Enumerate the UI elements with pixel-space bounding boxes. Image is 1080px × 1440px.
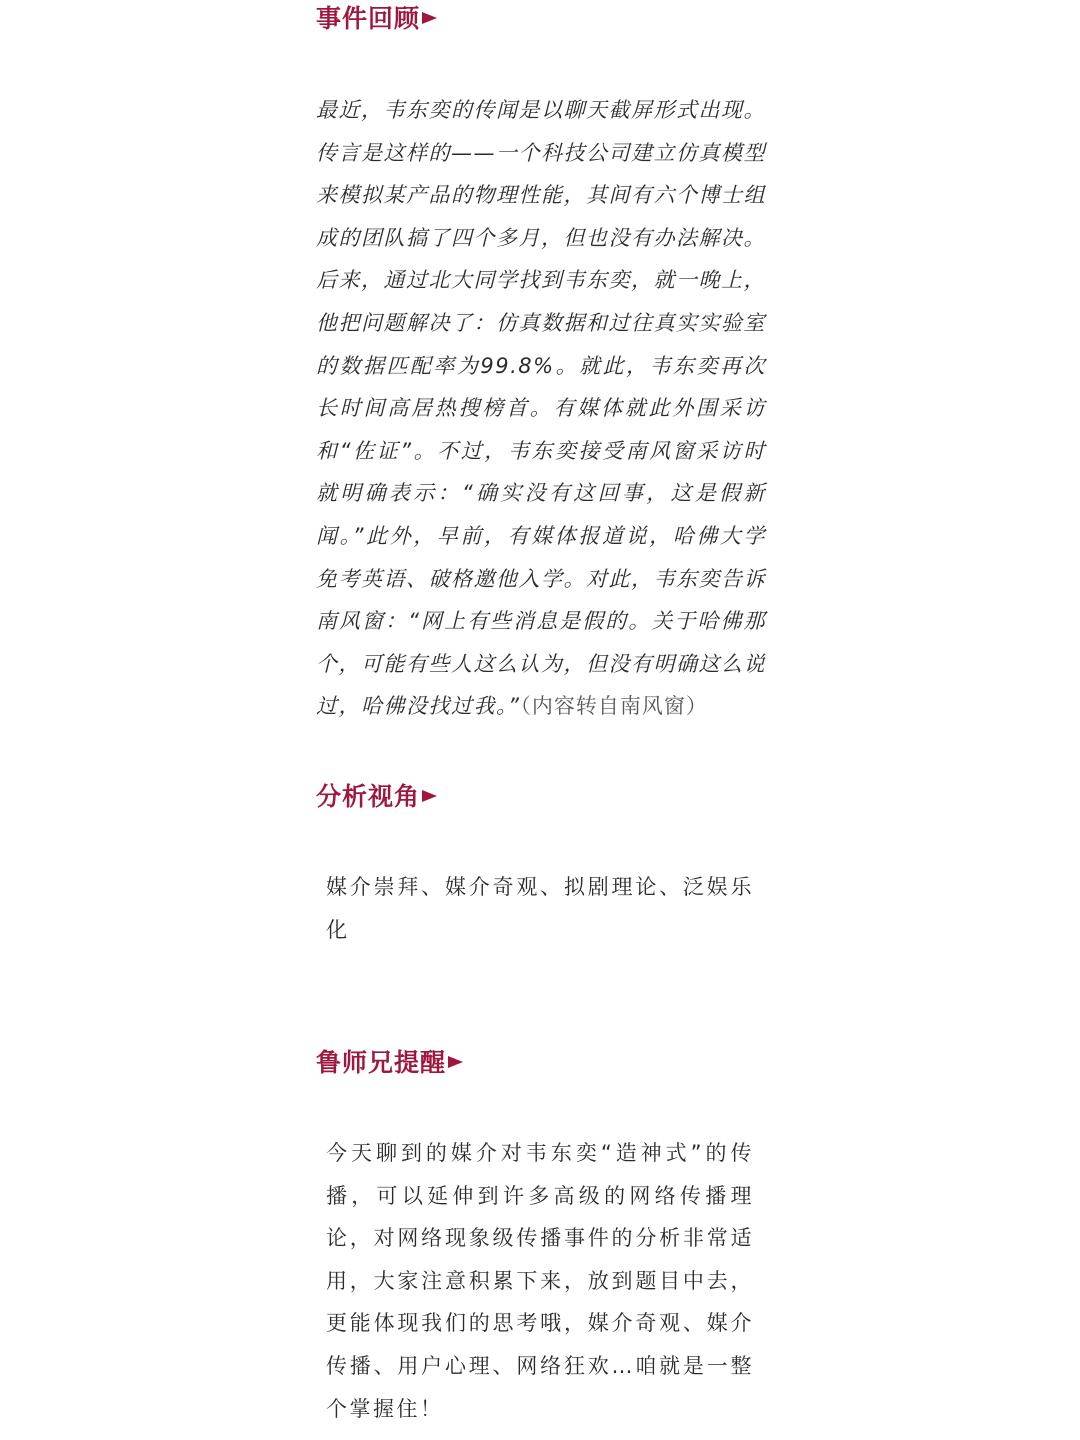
section-title-text: 鲁师兄提醒 [316, 1048, 447, 1077]
section-title-analysis [316, 780, 437, 814]
event-review-body [316, 89, 766, 728]
reminder-body: 今天聊到的媒介对韦东奕“造神式”的传播，可以延伸到许多高级的网络传播理论，对网络现象级传播事件的分析非常适用，大家注意积累下来，放到题目中去，更能体现我们的思考哦，媒介奇观、媒介传播、用户心理、网络狂欢…咱就是一整个掌握住！ [326, 1141, 754, 1421]
section-title-text: 分析视角 [316, 782, 421, 811]
event-review-text: 最近，韦东奕的传闻是以聊天截屏形式出现。传言是这样的——一个科技公司建立仿真模型来模拟某产品的物理性能，其间有六个博士组成的团队搞了四个多月，但也没有办法解决。后来，通过北大同学找到韦东奕，就一晚上，他把问题解决了：仿真数据和过往真实实验室的数据匹配率为99.8%。就此，韦东奕再次长时间高居热搜榜首。有媒体就此外围采访和“佐证”。不过，韦东奕接受南风窗采访时就明确表示：“确实没有这回事，这是假新闻。”此外，早前，有媒体报道说，哈佛大学免考英语、破格邀他入学。对此，韦东奕告诉南风窗：“网上有些消息是假的。关于哈佛那个，可能有些人这么认为，但没有明确这么说过，哈佛没找过我。” [316, 98, 766, 719]
section-title-reminder [316, 1046, 463, 1080]
section-title-text: 事件回顾 [316, 4, 421, 33]
source-note: （内容转自南风窗） [520, 694, 708, 719]
arrow-right-icon [422, 12, 437, 24]
analysis-keywords: 媒介崇拜、媒介奇观、拟剧理论、泛娱乐化 [326, 875, 754, 942]
arrow-right-icon [422, 790, 437, 802]
arrow-right-icon [448, 1056, 463, 1068]
section-title-event-review [316, 2, 437, 36]
